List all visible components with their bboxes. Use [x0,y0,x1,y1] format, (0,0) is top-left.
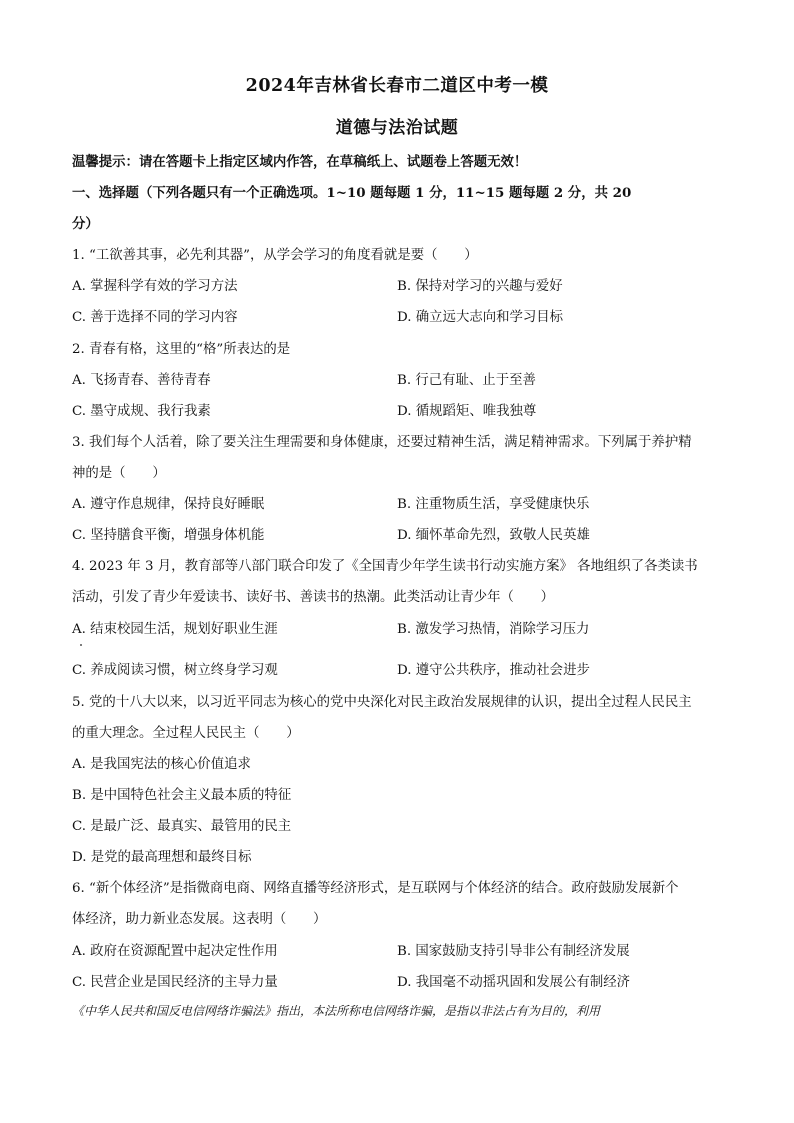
question-4-stem-line2: 活动，引发了青少年爱读书、读好书、善读书的热潮。此类活动让青少年（ ） [72,590,555,605]
question-5-stem-line1: 5. 党的十八大以来，以习近平同志为核心的党中央深化对民主政治发展规律的认识，提出全过程人民民主 [72,695,692,710]
question-2-option-c: C. 墨守成规、我行我素 [72,404,211,419]
stray-dot [80,644,82,646]
question-3-option-b: B. 注重物质生活，享受健康快乐 [397,497,590,512]
question-6-option-b: B. 国家鼓励支持引导非公有制经济发展 [397,944,630,959]
page-subtitle: 道德与法治试题 [335,118,459,138]
question-6-option-c: C. 民营企业是国民经济的主导力量 [72,975,278,990]
question-5-option-b: B. 是中国特色社会主义最本质的特征 [72,788,292,803]
question-5-stem-line2: 的重大理念。全过程人民民主（ ） [72,726,300,741]
section-heading-line1: 一、选择题（下列各题只有一个正确选项。1~10 题每题 1 分，11~15 题每题 2 分，共 20 [72,185,632,201]
question-3-option-c: C. 坚持膳食平衡，增强身体机能 [72,528,265,543]
question-4-stem-line1: 4. 2023 年 3 月，教育部等八部门联合印发了《全国青少年学生读书行动实施方案》 各地组织了各类读书 [72,559,698,574]
question-4-option-a: A. 结束校园生活，规划好职业生涯 [72,622,278,637]
question-6-option-a: A. 政府在资源配置中起决定性作用 [72,944,278,959]
page-title: 2024年吉林省长春市二道区中考一模 [245,76,549,96]
question-2-stem: 2. 青春有格，这里的“格”所表达的是 [72,342,291,357]
question-3-option-a: A. 遵守作息规律，保持良好睡眠 [72,497,265,512]
question-3-stem-line1: 3. 我们每个人活着，除了要关注生理需要和身体健康，还要过精神生活，满足精神需求。下列属于养护精 [72,435,692,450]
question-6-stem-line1: 6. “新个体经济”是指微商电商、网络直播等经济形式，是互联网与个体经济的结合。政府鼓励发展新个 [72,881,679,896]
question-2-option-d: D. 循规蹈矩、唯我独尊 [397,404,537,419]
question-5-option-d: D. 是党的最高理想和最终目标 [72,850,252,865]
question-6-option-d: D. 我国毫不动摇巩固和发展公有制经济 [397,975,631,990]
question-1-option-a: A. 掌握科学有效的学习方法 [72,279,238,294]
question-1-option-c: C. 善于选择不同的学习内容 [72,310,238,325]
notice-text: 温馨提示：请在答题卡上指定区域内作答，在草稿纸上、试题卷上答题无效！ [72,154,528,170]
question-3-option-d: D. 缅怀革命先烈，致敬人民英雄 [397,528,590,543]
question-4-option-d: D. 遵守公共秩序，推动社会进步 [397,663,590,678]
question-6-stem-line2: 体经济，助力新业态发展。这表明（ ） [72,912,327,927]
question-1-option-b: B. 保持对学习的兴趣与爱好 [397,279,563,294]
question-5-option-c: C. 是最广泛、最真实、最管用的民主 [72,819,292,834]
question-2-option-a: A. 飞扬青春、善待青春 [72,373,211,388]
question-1-option-d: D. 确立远大志向和学习目标 [397,310,564,325]
question-2-option-b: B. 行己有耻、止于至善 [397,373,536,388]
question-5-option-a: A. 是我国宪法的核心价值追求 [72,757,251,772]
question-7-intro-text: 《中华人民共和国反电信网络诈骗法》指出，本法所称电信网络诈骗，是指以非法占有为目的，利用 [72,1004,601,1018]
question-1-stem: 1. “工欲善其事，必先利其器”，从学会学习的角度看就是要（ ） [72,248,478,263]
question-3-stem-line2: 神的是（ ） [72,466,166,481]
question-4-option-c: C. 养成阅读习惯，树立终身学习观 [72,663,278,678]
question-4-option-b: B. 激发学习热情，消除学习压力 [397,622,590,637]
section-heading-line2: 分） [72,216,99,232]
